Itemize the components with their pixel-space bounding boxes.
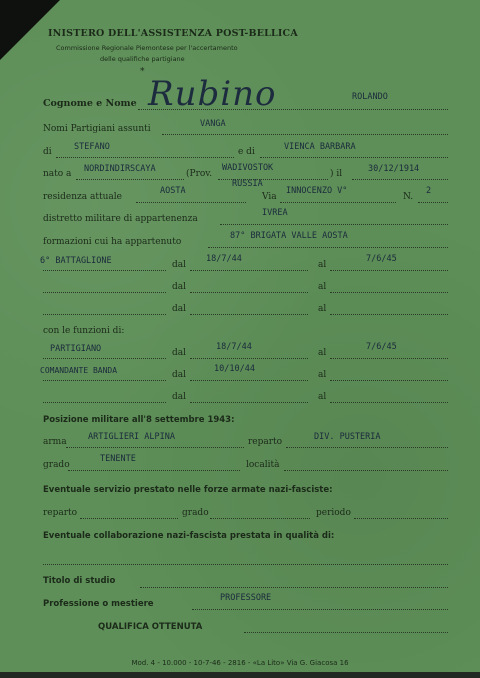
line-grado <box>68 470 240 471</box>
value-professione: PROFESSORE <box>220 593 272 603</box>
label-e-di: e di <box>238 147 255 157</box>
line-funz-dal-3 <box>190 402 308 403</box>
label-qualifica: QUALIFICA OTTENUTA <box>98 622 203 632</box>
value-padre: STEFANO <box>74 142 110 152</box>
label-al-1: al <box>318 260 327 270</box>
line-servizio-reparto <box>80 518 178 519</box>
value-nato-a: NORDINDIRSCAYA <box>84 164 156 174</box>
value-form-dal: 18/7/44 <box>206 254 242 264</box>
line-funz-dal-1 <box>190 358 308 359</box>
label-via: Via <box>262 192 277 202</box>
label-formazioni: formazioni cui ha appartenuto <box>43 237 182 247</box>
value-prov: WADIVOSTOK <box>222 163 274 173</box>
line-numero <box>418 202 448 203</box>
label-funz-dal-2: dal <box>172 370 187 380</box>
label-funz-dal-1: dal <box>172 348 187 358</box>
label-funz-al-3: al <box>318 392 327 402</box>
value-reparto: DIV. PUSTERIA <box>314 432 381 442</box>
line-formazione-row-2 <box>43 292 166 293</box>
line-localita <box>284 470 448 471</box>
line-funzione-1 <box>43 358 166 359</box>
line-formazioni <box>208 247 448 248</box>
line-servizio-periodo <box>354 518 448 519</box>
label-grado: grado <box>43 460 70 470</box>
line-professione <box>192 609 448 610</box>
label-professione: Professione o mestiere <box>43 599 154 609</box>
value-funzione-1-al: 7/6/45 <box>366 342 397 352</box>
value-nazione: RUSSIA <box>232 179 263 189</box>
line-al-3 <box>330 314 448 315</box>
commission-line: Commissione Regionale Piemontese per l'accertamento <box>56 44 238 52</box>
label-al-2: al <box>318 282 327 292</box>
line-formazione-row-1 <box>43 270 166 271</box>
label-funzioni: con le funzioni di: <box>43 326 125 336</box>
value-distretto: IVREA <box>262 208 288 218</box>
label-posizione-militare: Posizione militare all'8 settembre 1943: <box>43 415 235 425</box>
label-al-3: al <box>318 304 327 314</box>
line-dal-1 <box>190 270 308 271</box>
value-nome: ROLANDO <box>352 92 388 102</box>
value-battaglione: 6° BATTAGLIONE <box>40 256 112 266</box>
label-funz-al-1: al <box>318 348 327 358</box>
line-funz-al-2 <box>330 380 448 381</box>
label-servizio-grado: grado <box>182 508 209 518</box>
label-residenza: residenza attuale <box>43 192 122 202</box>
bottom-edge <box>0 672 480 678</box>
handwritten-surname: Rubino <box>148 74 277 114</box>
line-servizio-grado <box>210 518 310 519</box>
label-reparto: reparto <box>248 437 283 447</box>
label-dal-3: dal <box>172 304 187 314</box>
line-dal-2 <box>190 292 308 293</box>
line-funz-al-3 <box>330 402 448 403</box>
label-cognome-nome: Cognome e Nome <box>43 98 137 109</box>
label-il: ) il <box>330 169 343 179</box>
label-dal-1: dal <box>172 260 187 270</box>
value-funzione-1-dal: 18/7/44 <box>216 342 252 352</box>
print-footer: Mod. 4 - 10.000 - 10-7-46 - 2816 - «La Lito» Via G. Giacosa 16 <box>131 659 349 667</box>
commission-line-2: delle qualifiche partigiane <box>100 55 185 63</box>
value-grado: TENENTE <box>100 454 136 464</box>
line-funz-dal-2 <box>190 380 308 381</box>
value-madre: VIENCA BARBARA <box>284 142 356 152</box>
label-prov: (Prov. <box>186 169 213 179</box>
value-numero: 2 <box>426 186 432 196</box>
line-dal-3 <box>190 314 308 315</box>
label-di: di <box>43 147 52 157</box>
value-funzione-2-dal: 10/10/44 <box>214 364 255 374</box>
label-arma: arma <box>43 437 67 447</box>
value-formazione: 87° BRIGATA VALLE AOSTA <box>230 231 348 241</box>
line-padre <box>56 157 234 158</box>
line-residenza <box>136 202 246 203</box>
line-reparto <box>286 447 448 448</box>
label-titolo-studio: Titolo di studio <box>43 576 116 586</box>
line-nomi-partigiani <box>162 134 448 135</box>
line-al-2 <box>330 292 448 293</box>
star-mark: * <box>140 67 145 77</box>
value-via: INNOCENZO V° <box>286 186 348 196</box>
label-servizio-nazifascista: Eventuale servizio prestato nelle forze armate nazi-fasciste: <box>43 485 333 495</box>
label-nomi-partigiani: Nomi Partigiani assunti <box>43 124 151 134</box>
label-funz-dal-3: dal <box>172 392 187 402</box>
line-collaborazione <box>43 564 448 565</box>
label-funz-al-2: al <box>318 370 327 380</box>
value-funzione-2: COMANDANTE BANDA <box>40 366 118 375</box>
line-titolo-studio <box>140 587 448 588</box>
value-data-nascita: 30/12/1914 <box>368 164 420 174</box>
line-funz-al-1 <box>330 358 448 359</box>
line-distretto <box>220 224 448 225</box>
line-madre <box>260 157 448 158</box>
line-arma <box>66 447 244 448</box>
line-qualifica <box>244 632 448 633</box>
label-servizio-reparto: reparto <box>43 508 78 518</box>
label-servizio-periodo: periodo <box>316 508 351 518</box>
value-funzione-1: PARTIGIANO <box>50 344 102 354</box>
value-form-al: 7/6/45 <box>366 254 397 264</box>
value-arma: ARTIGLIERI ALPINA <box>88 432 175 442</box>
line-funzione-2 <box>43 380 166 381</box>
value-nomi-partigiani: VANGA <box>200 119 226 129</box>
label-distretto: distretto militare di appartenenza <box>43 214 198 224</box>
line-formazione-row-3 <box>43 314 166 315</box>
label-collaborazione: Eventuale collaborazione nazi-fascista prestata in qualità di: <box>43 531 335 541</box>
label-numero: N. <box>403 192 414 202</box>
line-via <box>280 202 396 203</box>
label-dal-2: dal <box>172 282 187 292</box>
line-data-nascita <box>352 179 448 180</box>
ministry-header: INISTERO DELL'ASSISTENZA POST-BELLICA <box>48 28 298 39</box>
value-residenza: AOSTA <box>160 186 186 196</box>
line-luogo-nascita <box>76 179 184 180</box>
label-localita: località <box>246 460 280 470</box>
line-funzione-3 <box>43 402 166 403</box>
line-al-1 <box>330 270 448 271</box>
label-nato-a: nato a <box>43 169 72 179</box>
